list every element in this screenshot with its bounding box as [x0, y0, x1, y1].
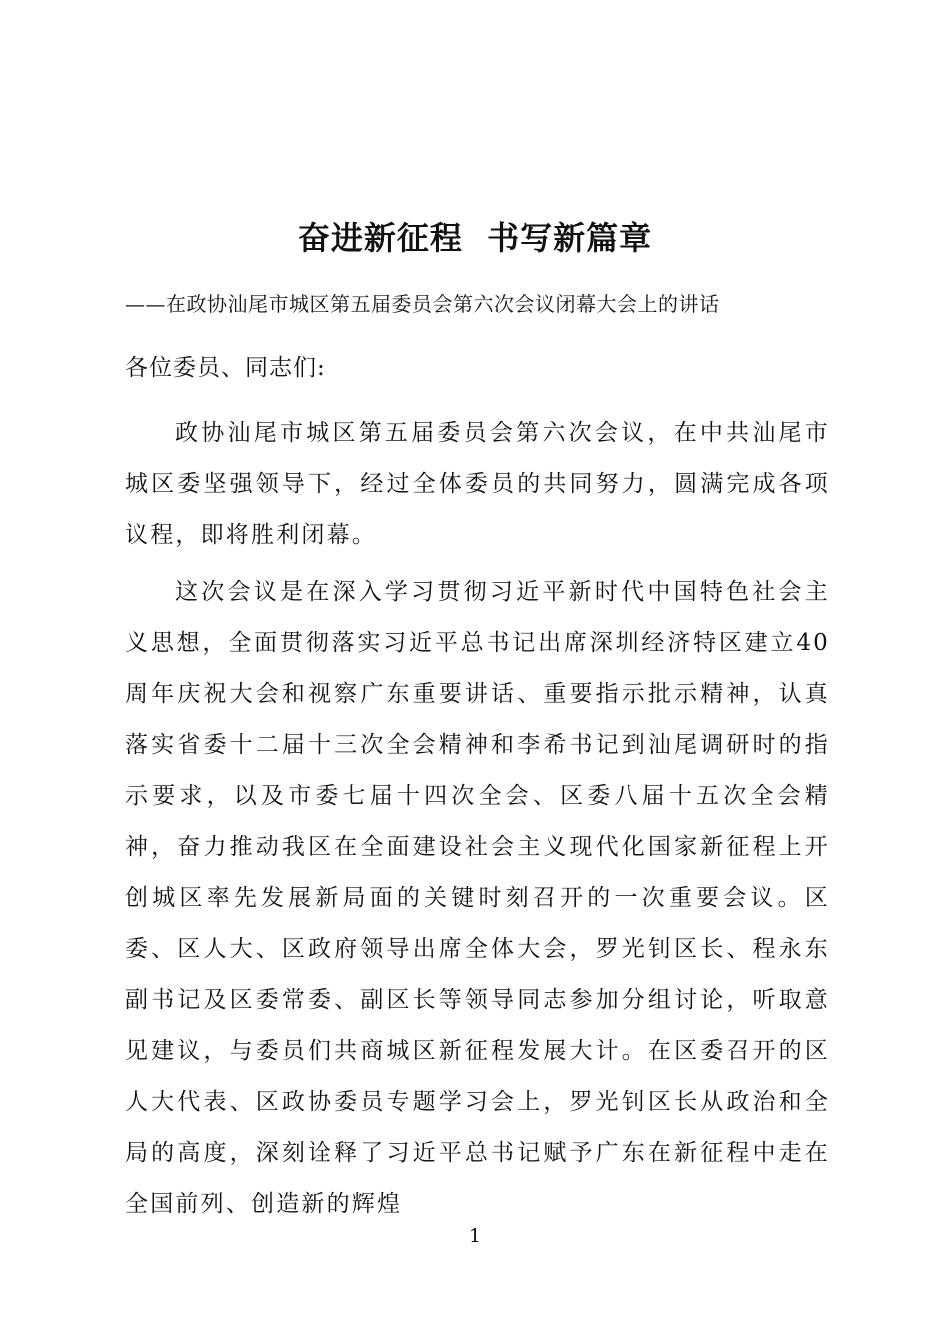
salutation: 各位委员、同志们: — [125, 355, 326, 381]
body-paragraph: 这次会议是在深入学习贯彻习近平新时代中国特色社会主义思想，全面贯彻落实习近平总书记出席深圳经济特区建立40周年庆祝大会和视察广东重要讲话、重要指示批示精神，认真落实省委十二届十三次全会精神和李希书记到汕尾调研时的指示要求，以及市委七届十四次全会、区委八届十五次全会精神，奋力推动我区在全面建设社会主义现代化国家新征程上开创城区率先发展新局面的关键时刻召开的一次重要会议。区委、区人大、区政府领导出席全体大会，罗光钊区长、程永东副书记及区委常委、副区长等领导同志参加分组讨论，听取意见建议，与委员们共商城区新征程发展大计。在区委召开的区人大代表、区政协委员专题学习会上，罗光钊区长从政治和全局的高度，深刻诠释了习近平总书记赋予广东在新征程中走在全国前列、创造新的辉煌 — [125, 579, 830, 1217]
page-number: 1 — [468, 1225, 482, 1247]
document-title: 奋进新征程 书写新篇章 — [297, 219, 653, 257]
body-paragraph: 政协汕尾市城区第五届委员会第六次会议，在中共汕尾市城区委坚强领导下，经过全体委员的共同努力，圆满完成各项议程，即将胜利闭幕。 — [125, 420, 830, 548]
document-subtitle: ——在政协汕尾市城区第五届委员会第六次会议闭幕大会上的讲话 — [125, 292, 720, 316]
